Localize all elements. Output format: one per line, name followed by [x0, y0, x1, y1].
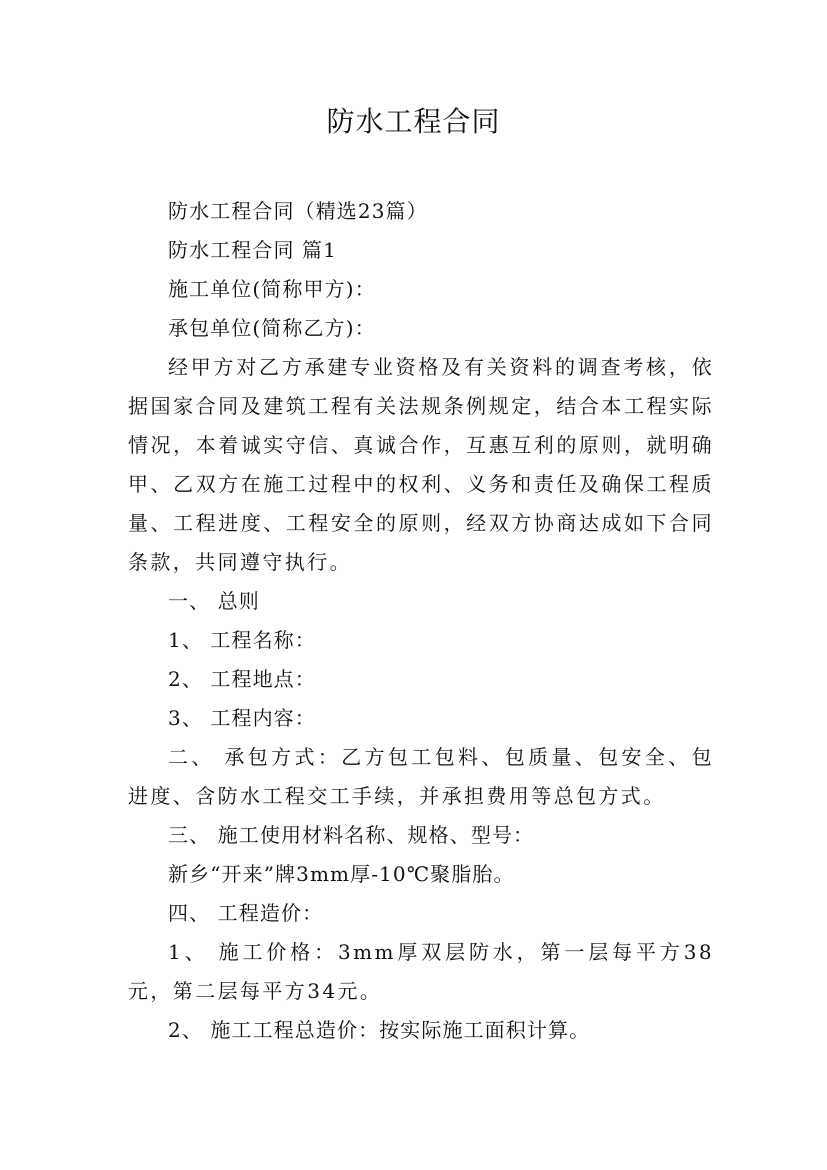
paragraph-unit-price: 1、 施工价格：3mm厚双层防水，第一层每平方38元，第二层每平方34元。: [128, 940, 714, 1003]
paragraph-project-content: 3、 工程内容：: [168, 706, 316, 730]
paragraph-preamble: 经甲方对乙方承建专业资格及有关资料的调查考核，依据国家合同及建筑工程有关法规条例规定，结合本工程实际情况，本着诚实守信、真诚合作，互惠互利的原则，就明确甲、乙双方在施工过程中的权利、义务和责任及确保工程质量、工程进度、工程安全的原则，经双方协商达成如下合同条款，共同遵守执行。: [128, 355, 714, 574]
paragraph-material-spec: 新乡“开来”牌3mm厚-10℃聚脂胎。: [168, 862, 515, 886]
paragraph-project-name: 1、 工程名称：: [168, 628, 316, 652]
paragraph-contract-method: 二、 承包方式：乙方包工包料、包质量、包安全、包进度、含防水工程交工手续，并承担费用等总包方式。: [128, 745, 714, 808]
paragraph-article-heading: 防水工程合同 篇1: [168, 238, 337, 262]
paragraph-party-b: 承包单位(简称乙方)：: [168, 316, 376, 340]
paragraph-materials: 三、 施工使用材料名称、规格、型号：: [168, 823, 535, 847]
paragraph-total-cost: 2、 施工工程总造价：按实际施工面积计算。: [168, 1018, 591, 1042]
document-title: 防水工程合同: [326, 105, 501, 138]
paragraph-section-cost: 四、 工程造价：: [168, 901, 324, 925]
paragraph-party-a: 施工单位(简称甲方)：: [168, 277, 376, 301]
document-body: [128, 192, 714, 1050]
paragraph-section-general: 一、 总则: [168, 589, 260, 613]
paragraph-subtitle: 防水工程合同（精选23篇）: [168, 199, 428, 223]
paragraph-project-location: 2、 工程地点：: [168, 667, 316, 691]
